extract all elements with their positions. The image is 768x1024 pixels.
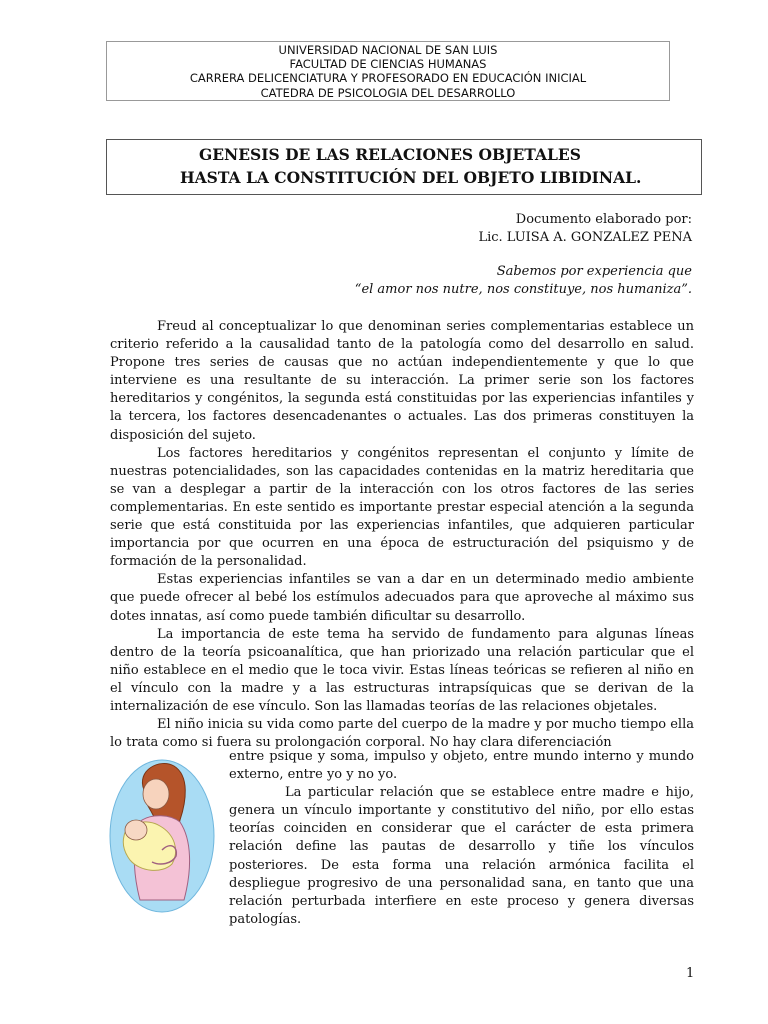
header-line-chair: CATEDRA DE PSICOLOGIA DEL DESARROLLO: [260, 85, 516, 100]
title-line-1: GENESIS DE LAS RELACIONES OBJETALES: [199, 145, 581, 164]
paragraph-series: Freud al conceptualizar lo que denominan series complementarias establece un criterio referido a la causalidad tanto de la patología como del desarrollo en salud. Propone tres series de causas que no actúan independientemente y que lo que interviene es una resultante de su interacción. La primer serie son los factores hereditarios y congénitos, la segunda está constituidas por las experiencias infantiles y la tercera, los factores desencadenantes o actuales. Las dos primeras constituyen la disposición del sujeto.: [110, 319, 694, 443]
paragraph-importance: La importancia de este tema ha servido de fundamento para algunas líneas dentro de la teoría psicoanalítica, que han priorizado una relación particular que el niño establece en el medio que le toca vivir. Estas líneas teóricas se refieren al niño en el vínculo con la madre y a las estructuras intrapsíquicas que se derivan de la internalización de ese vínculo. Son las llamadas teorías de las relaciones objetales.: [110, 626, 694, 714]
mother-holding-baby-icon: [104, 750, 220, 916]
paragraph-relationship: La particular relación que se establece entre madre e hijo, genera un vínculo importante y constitutivo del niño, por ello estas teorías coinciden en considerar que el carácter de esta primera relación define las pautas de desarrollo y tiñe los vínculos posteriores. De esta forma una relación armónica facilita el despliegue progresivo de una personalidad sana, en tanto que una relación perturbada interfiere en este proceso y genera diversas patologías.: [229, 785, 694, 927]
header-line-faculty: FACULTAD DE CIENCIAS HUMANAS: [289, 57, 487, 72]
paragraph-experiences: Estas experiencias infantiles se van a dar en un determinado medio ambiente que puede ofrecer al bebé los estímulos adecuados para que aproveche al máximo sus dotes innatas, así como puede también dificultar su desarrollo.: [110, 572, 694, 624]
author-label: Documento elaborado por:: [515, 212, 692, 227]
page-number: 1: [686, 966, 695, 981]
header-line-career: CARRERA DELICENCIATURA Y PROFESORADO EN EDUCACIÓN INICIAL: [189, 71, 587, 86]
author-name: Lic. LUISA A. GONZALEZ PENA: [478, 230, 692, 245]
header-line-university: UNIVERSIDAD NACIONAL DE SAN LUIS: [278, 43, 498, 57]
document-title: [106, 139, 702, 195]
wrapped-text: [229, 748, 694, 929]
paragraph-continuation: entre psique y soma, impulso y objeto, entre mundo interno y mundo externo, entre yo y no yo.: [229, 749, 694, 783]
epigraph-line-1: Sabemos por experiencia que: [496, 264, 692, 279]
paragraph-child-mother: El niño inicia su vida como parte del cuerpo de la madre y por mucho tiempo ella lo trata como si fuera su prolongación corporal. No hay clara diferenciación: [110, 717, 694, 751]
epigraph-line-2: “el amor nos nutre, nos constituye, nos humaniza”.: [354, 282, 692, 297]
paragraph-hereditary: Los factores hereditarios y congénitos representan el conjunto y límite de nuestras potencialidades, son las capacidades contenidas en la matriz hereditaria que se van a desplegar a partir de la interacción con los otros factores de las series complementarias. En este sentido es importante prestar especial atención a la segunda serie que está constituida por las experiencias infantiles, que adquieren particular importancia por que ocurren en una época de estructuración del psiquismo y de formación de la personalidad.: [110, 445, 694, 570]
institution-header: [106, 41, 670, 101]
main-text: [110, 318, 694, 752]
title-line-2: HASTA LA CONSTITUCIÓN DEL OBJETO LIBIDINAL.: [180, 168, 642, 187]
